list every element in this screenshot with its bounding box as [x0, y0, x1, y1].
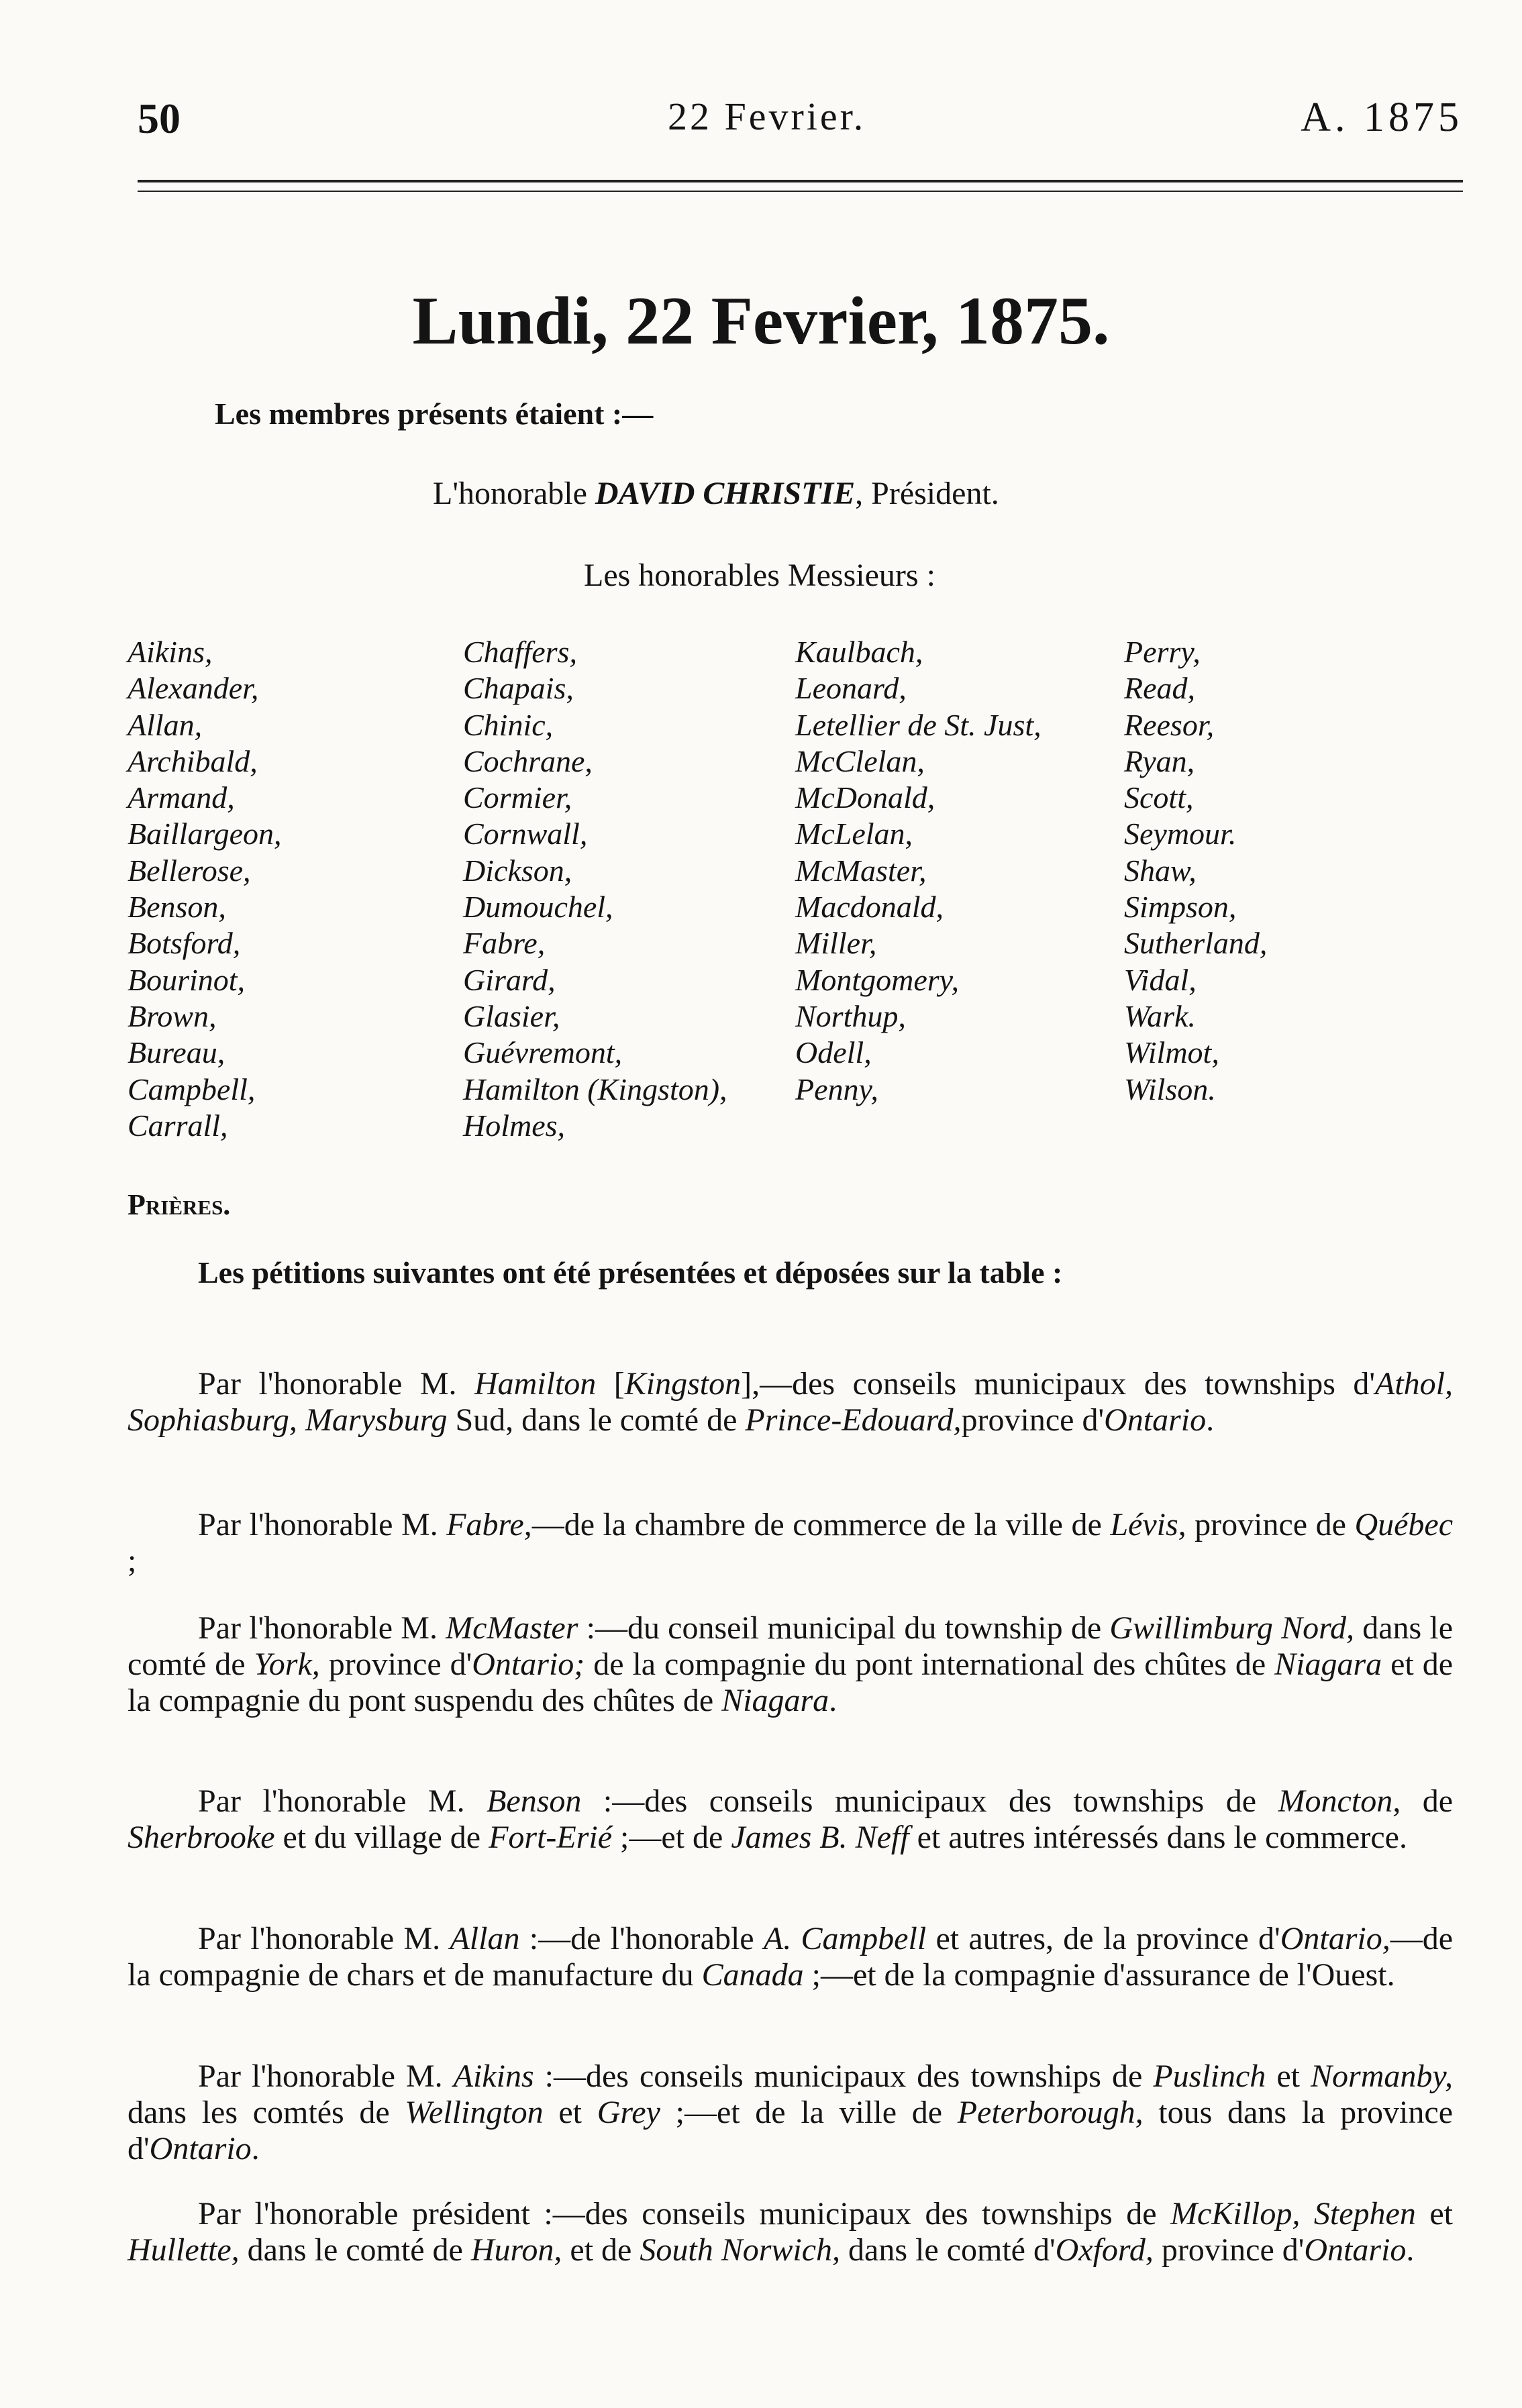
senator-name: Macdonald,: [795, 890, 944, 925]
senator-name: Hamilton (Kingston),: [463, 1071, 727, 1106]
senator-name: Montgomery,: [795, 962, 960, 997]
senator-name: Shaw,: [1124, 853, 1197, 888]
senator-name: Bureau,: [128, 1035, 225, 1070]
senator-name: Allan,: [128, 707, 203, 742]
senator-name: Girard,: [463, 962, 556, 997]
senator-name: Northup,: [795, 998, 906, 1033]
senator-name: Chapais,: [463, 671, 574, 706]
senator-list: [128, 634, 1443, 1144]
senator-name: Ryan,: [1124, 743, 1195, 778]
senator-name: Carrall,: [128, 1108, 228, 1143]
senator-name: Campbell,: [128, 1071, 256, 1106]
senator-column-3: [795, 634, 1042, 1108]
senator-name: Guévremont,: [463, 1035, 623, 1070]
senator-name: Read,: [1124, 671, 1196, 706]
senator-name: Brown,: [128, 998, 217, 1033]
header-date: 22 Fevrier.: [668, 95, 866, 138]
petition-paragraph: Par l'honorable M. Aikins :—des conseils municipaux des townships de Puslinch et Normanby, dans les comtés de Wellington et Grey ;—et de la ville de Peterborough, tous dans la province d'Ontario.: [128, 2058, 1454, 2166]
page-number: 50: [138, 95, 181, 142]
senator-name: Aikins,: [128, 635, 213, 669]
senator-name: Dumouchel,: [463, 890, 613, 925]
senator-name: Cormier,: [463, 780, 572, 815]
petitions-intro: Les pétitions suivantes ont été présentées et déposées sur la table :: [198, 1255, 1063, 1290]
senator-name: McMaster,: [795, 853, 927, 888]
petition-paragraph: Par l'honorable M. Hamilton [Kingston],—des conseils municipaux des townships d'Athol, Sophiasburg, Marysburg Sud, dans le comté de Prince-Edouard,province d'Ontario.: [128, 1366, 1454, 1438]
senator-name: Wilmot,: [1124, 1035, 1219, 1070]
senator-name: Bourinot,: [128, 962, 246, 997]
president-line: [433, 475, 999, 512]
senator-name: Baillargeon,: [128, 817, 282, 851]
senator-column-2: [463, 634, 727, 1144]
senator-name: Wark.: [1124, 998, 1196, 1033]
senator-name: Alexander,: [128, 671, 259, 706]
senator-name: Fabre,: [463, 926, 546, 961]
senator-name: Reesor,: [1124, 707, 1215, 742]
senator-name: Simpson,: [1124, 890, 1237, 925]
senator-name: Miller,: [795, 926, 877, 961]
president-name: DAVID CHRISTIE: [595, 476, 856, 511]
senator-name: Cornwall,: [463, 817, 588, 851]
senator-name: Benson,: [128, 890, 226, 925]
senator-column-4: [1124, 634, 1267, 1108]
president-suffix: , Président.: [855, 476, 999, 511]
senator-name: Penny,: [795, 1071, 878, 1106]
senator-column-1: [128, 634, 282, 1144]
senator-name: Chinic,: [463, 707, 554, 742]
petition-paragraph: Par l'honorable M. McMaster :—du conseil municipal du township de Gwillimburg Nord, dans le comté de York, province d'Ontario; de la compagnie du pont international des chûtes de Niagara et de la compagnie du pont suspendu des chûtes de Niagara.: [128, 1610, 1454, 1718]
senator-name: Seymour.: [1124, 817, 1237, 851]
senator-name: Vidal,: [1124, 962, 1197, 997]
senator-name: Scott,: [1124, 780, 1194, 815]
senator-name: Glasier,: [463, 998, 560, 1033]
header-rule-thin: [138, 191, 1463, 192]
senator-name: Leonard,: [795, 671, 907, 706]
senator-name: Armand,: [128, 780, 235, 815]
petition-paragraph: Par l'honorable M. Allan :—de l'honorable A. Campbell et autres, de la province d'Ontario,—de la compagnie de chars et de manufacture du Canada ;—et de la compagnie d'assurance de l'Ouest.: [128, 1921, 1454, 1993]
senator-name: McClelan,: [795, 743, 925, 778]
petition-paragraph: Par l'honorable M. Fabre,—de la chambre de commerce de la ville de Lévis, province de Québec ;: [128, 1507, 1454, 1579]
petition-paragraph: Par l'honorable M. Benson :—des conseils municipaux des townships de Moncton, de Sherbrooke et du village de Fort-Erié ;—et de James B. Neff et autres intéressés dans le commerce.: [128, 1783, 1454, 1855]
senator-name: Botsford,: [128, 926, 241, 961]
members-intro: Les membres présents étaient :—: [215, 397, 654, 431]
senator-name: Letellier de St. Just,: [795, 707, 1042, 742]
senator-name: Archibald,: [128, 743, 258, 778]
header-rule-thick: [138, 180, 1463, 182]
page-title: Lundi, 22 Fevrier, 1875.: [412, 283, 1110, 359]
messieurs-heading: Les honorables Messieurs :: [584, 558, 935, 593]
senator-name: Dickson,: [463, 853, 572, 888]
header-year: A. 1875: [1301, 95, 1463, 140]
senator-name: Perry,: [1124, 635, 1201, 669]
senator-name: Wilson.: [1124, 1071, 1216, 1106]
senator-name: Sutherland,: [1124, 926, 1268, 961]
senator-name: McLelan,: [795, 817, 913, 851]
running-header: [138, 94, 1463, 154]
petition-paragraph: Par l'honorable président :—des conseils municipaux des townships de McKillop, Stephen et Hullette, dans le comté de Huron, et de South Norwich, dans le comté d'Oxford, province d'Ontario.: [128, 2196, 1454, 2268]
president-prefix: L'honorable: [433, 476, 587, 511]
prieres-heading: Prières.: [128, 1188, 231, 1221]
senator-name: Holmes,: [463, 1108, 566, 1143]
senator-name: McDonald,: [795, 780, 935, 815]
senator-name: Odell,: [795, 1035, 872, 1070]
senator-name: Cochrane,: [463, 743, 593, 778]
senator-name: Chaffers,: [463, 635, 577, 669]
senator-name: Kaulbach,: [795, 635, 923, 669]
senator-name: Bellerose,: [128, 853, 251, 888]
